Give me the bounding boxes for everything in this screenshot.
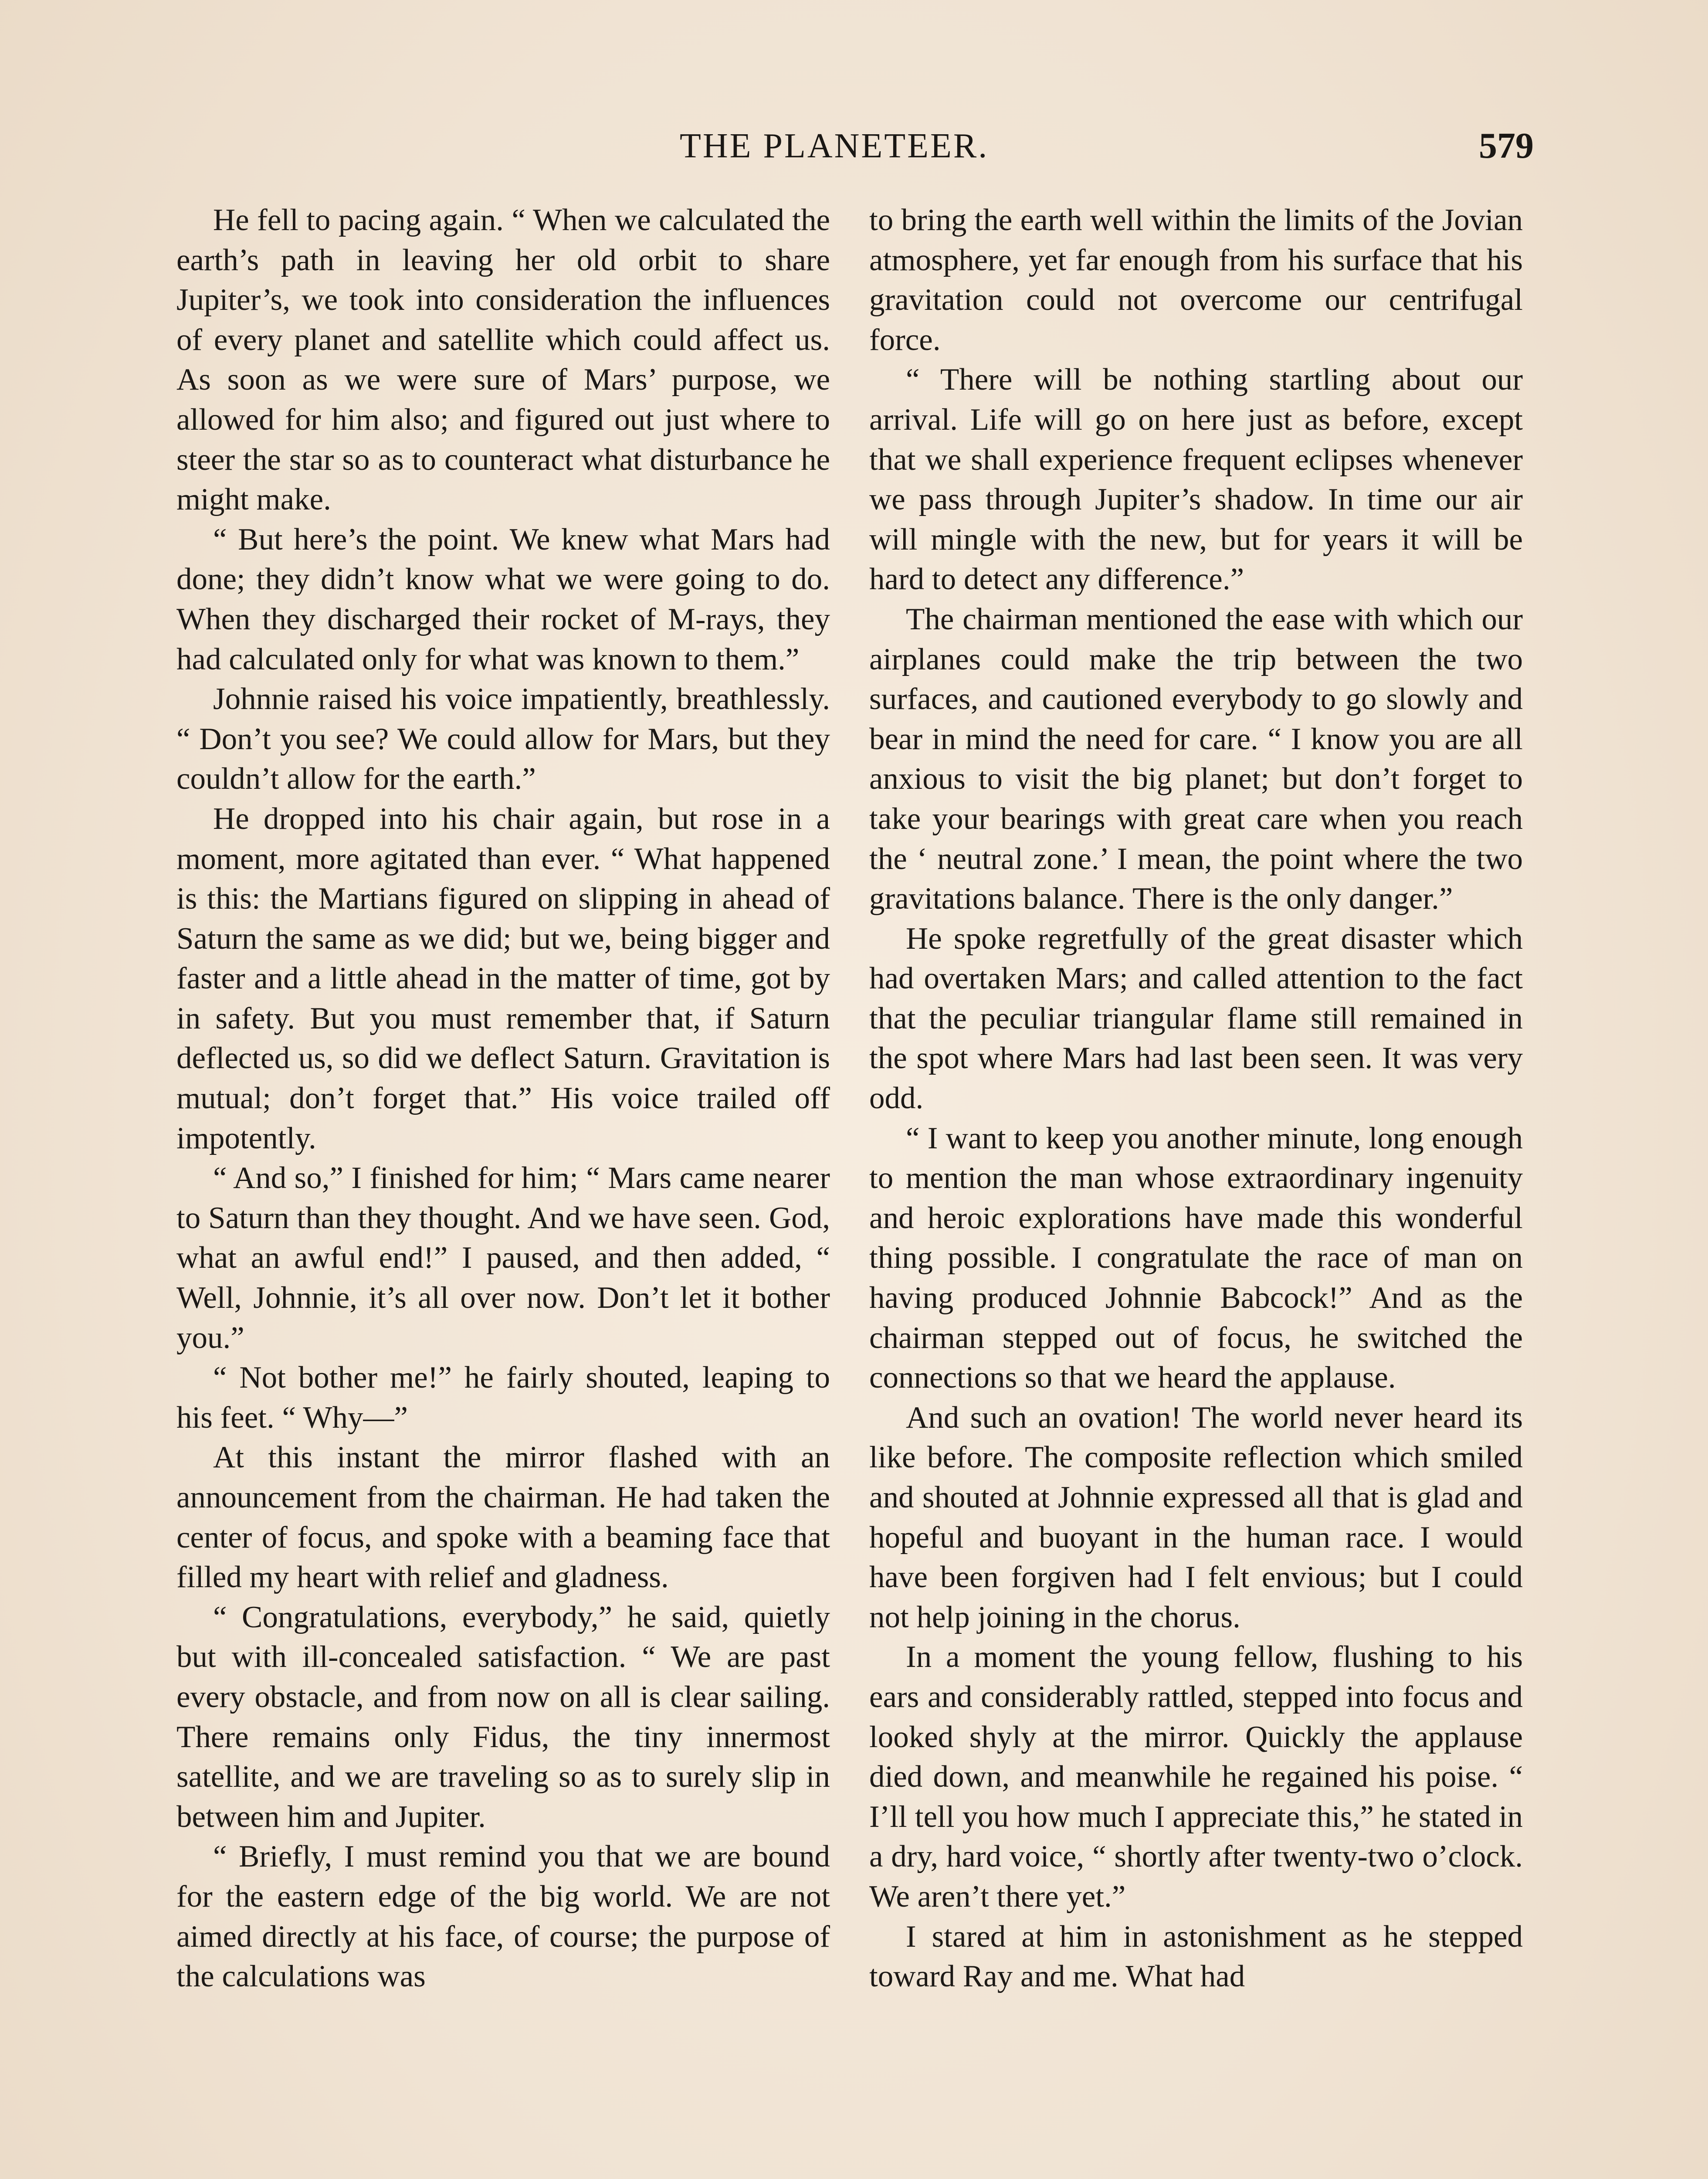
left-column: [176, 200, 830, 1997]
paragraph: He dropped into his chair again, but rose in a moment, more agitated than ever. “ What happened is this: the Martians figured on slipping in ahead of Saturn the same as we did; but we, being bigger and faster and a little ahead in the matter of time, got by in safety. But you must remember that, if Saturn deflected us, so did we deflect Saturn. Gravitation is mutual; don’t forget that.” His voice trailed off impotently.: [176, 801, 830, 1155]
paragraph: The chairman mentioned the ease with which our airplanes could make the trip between the two surfaces, and cautioned everybody to go slowly and bear in mind the need for care. “ I know you are all anxious to visit the big planet; but don’t forget to take your bearings with great care when you reach the ‘ neutral zone.’ I mean, the point where the two gravitations balance. There is the only danger.”: [869, 602, 1523, 916]
paragraph: And such an ovation! The world never heard its like before. The composite reflection which smiled and shouted at Johnnie expressed all that is glad and hopeful and buoyant in the human race. I would have been forgiven had I felt envious; but I could not help joining in the chorus.: [869, 1400, 1523, 1634]
paragraph: “ Not bother me!” he fairly shouted, leaping to his feet. “ Why—”: [176, 1361, 830, 1435]
paragraph: At this instant the mirror flashed with an announcement from the chairman. He had taken the center of focus, and spoke with a beaming face that filled my heart with relief and gladness.: [176, 1440, 830, 1595]
paragraph: In a moment the young fellow, flushing to his ears and considerably rattled, stepped into focus and looked shyly at the mirror. Quickly the applause died down, and meanwhile he regained his poise. “ I’ll tell you how much I appreciate this,” he stated in a dry, hard voice, “ shortly after twenty-two o’clock. We aren’t there yet.”: [869, 1640, 1523, 1914]
paragraph-continuation: to bring the earth well within the limits of the Jovian atmosphere, yet far enough from his surface that his gravitation could not overcome our centrifugal force.: [869, 203, 1523, 357]
paragraph: “ But here’s the point. We knew what Mars had done; they didn’t know what we were going to do. When they discharged their rocket of M-rays, they had calculated only for what was known to them.”: [176, 522, 830, 676]
paragraph: “ Briefly, I must remind you that we are bound for the eastern edge of the big world. We are not aimed directly at his face, of course; the purpose of the calculations was: [176, 1840, 830, 1994]
running-title: THE PLANETEER.: [680, 127, 989, 165]
paragraph: “ I want to keep you another minute, long enough to mention the man whose extraordinary ingenuity and heroic explorations have made this wonderful thing possible. I congratulate the race of man on having produced Johnnie Babcock!” And as the chairman stepped out of focus, he switched the connections so that we heard the applause.: [869, 1121, 1523, 1395]
paragraph: “ Congratulations, everybody,” he said, quietly but with ill-concealed satisfaction. “ We are past every obstacle, and from now on all is clear sailing. There remains only Fidus, the tiny innermost satellite, and we are traveling so as to surely slip in between him and Jupiter.: [176, 1600, 830, 1834]
paragraph: I stared at him in astonishment as he stepped toward Ray and me. What had: [869, 1919, 1523, 1994]
paragraph: He fell to pacing again. “ When we calculated the earth’s path in leaving her old orbit to share Jupiter’s, we took into consideration the influences of every planet and satellite which could affect us. As soon as we were sure of Mars’ purpose, we allowed for him also; and figured out just where to steer the star so as to counteract what disturbance he might make.: [176, 203, 830, 517]
paragraph: “ And so,” I finished for him; “ Mars came nearer to Saturn than they thought. And we have seen. God, what an awful end!” I paused, and then added, “ Well, Johnnie, it’s all over now. Don’t let it bother you.”: [176, 1161, 830, 1355]
page-number: 579: [1479, 126, 1534, 166]
paragraph: He spoke regretfully of the great disaster which had overtaken Mars; and called attention to the fact that the peculiar triangular flame still remained in the spot where Mars had last been seen. It was very odd.: [869, 921, 1523, 1116]
right-column: [869, 200, 1523, 1997]
paragraph: Johnnie raised his voice impatiently, breathlessly. “ Don’t you see? We could allow for Mars, but they couldn’t allow for the earth.”: [176, 682, 830, 796]
paragraph: “ There will be nothing startling about our arrival. Life will go on here just as before, except that we shall experience frequent eclipses whenever we pass through Jupiter’s shadow. In time our air will mingle with the new, but for years it will be hard to detect any difference.”: [869, 363, 1523, 597]
